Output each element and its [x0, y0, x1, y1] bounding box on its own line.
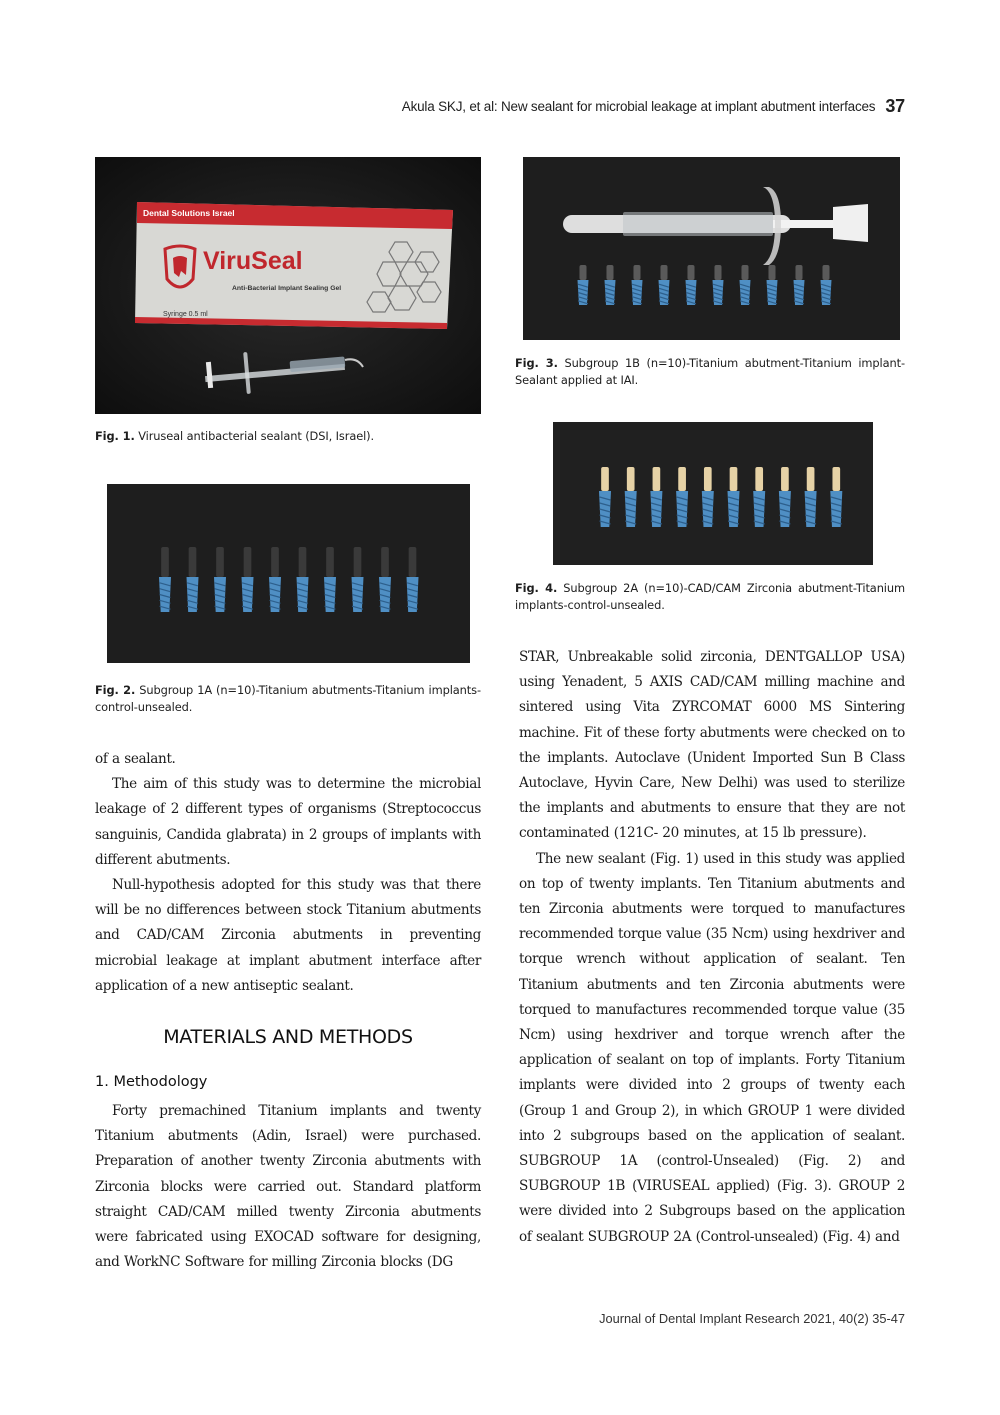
box-tagline-text: Anti-Bacterial Implant Sealing Gel [232, 285, 342, 292]
figure-label: Fig. 2. [95, 683, 136, 697]
paragraph-sealant: The new sealant (Fig. 1) used in this study was applied on top of twenty implants. Ten Titanium abutments and ten Zirconia abutments were torqued to manufactures recommended torque value (35 Ncm) using hexdriver and torque wrench without application of sealant. Ten Titanium abutments and ten Zirconia abutments were torqued to manufactures recommended torque value (35 Ncm) using hexdriver and torque wrench after the application of sealant on top of implants. Forty Titanium implants were divided into 2 groups of twenty each (Group 1 and Group 2), in which GROUP 1 were divided into 2 subgroups based on the application of sealant. SUBGROUP 1A (control-Unsealed) (Fig. 2) and SUBGROUP 1B (VIRUSEAL applied) (Fig. 3). GROUP 2 were divided into 2 Subgroups based on the application of sealant SUBGROUP 2A (Control-unsealed) (Fig. 4) and [519, 850, 905, 1245]
page-number: 37 [885, 96, 905, 116]
figure-2-caption [95, 682, 481, 716]
figure-caption-text: Subgroup 2A (n=10)-CAD/CAM Zirconia abutment-Titanium implants-control-unsealed. [515, 581, 905, 612]
paragraph-aim: The aim of this study was to determine the microbial leakage of 2 different types of organisms (Streptococcus sanguinis, Candida glabrata) in 2 groups of implants with different abutments. [95, 776, 481, 868]
figure-3-photo [523, 157, 900, 340]
figure-caption-text: Viruseal antibacterial sealant (DSI, Israel). [138, 429, 375, 443]
box-volume-text: Syringe 0.5 ml [163, 311, 208, 318]
running-title: Akula SKJ, et al: New sealant for microbial leakage at implant abutment interfaces [401, 99, 876, 114]
right-column-text [519, 645, 905, 1250]
figure-label: Fig. 1. [95, 429, 135, 443]
paragraph-methods: Forty premachined Titanium implants and twenty Titanium abutments (Adin, Israel) were purchased. Preparation of another twenty Zirconia abutments with Zirconia blocks were carried out. Standard platform straight CAD/CAM milled twenty Zirconia abutments were fabricated using EXOCAD software for designing, and WorkNC Software for milling Zirconia blocks (DG [95, 1103, 481, 1271]
figure-caption-text: Subgroup 1B (n=10)-Titanium abutment-Titanium implant-Sealant applied at IAI. [515, 356, 905, 387]
figure-1-photo [95, 157, 481, 414]
left-column-text [95, 747, 481, 999]
figure-2-photo [107, 484, 470, 663]
methods-paragraph-block [95, 1099, 481, 1275]
paragraph-continuation: of a sealant. [95, 751, 176, 767]
paragraph-null-hypothesis: Null-hypothesis adopted for this study was that there will be no differences between stock Titanium abutments and CAD/CAM Zirconia abutments in preventing microbial leakage at implant abutment interface after application of a new antiseptic sealant. [95, 877, 481, 994]
figure-4-photo [553, 422, 873, 565]
figure-label: Fig. 3. [515, 356, 558, 370]
box-brand-text: ViruSeal [203, 247, 303, 275]
figure-label: Fig. 4. [515, 581, 558, 595]
section-heading: MATERIALS AND METHODS [163, 1026, 413, 1048]
paragraph-continued: STAR, Unbreakable solid zirconia, DENTGALLOP USA) using Yenadent, 5 AXIS CAD/CAM milling machine and sintered using Vita ZYRCOMAT 6000 MS Sintering machine. Fit of these forty abutments were checked on to the implants. Autoclave (Unident Imported Sun B Class Autoclave, Hyvin Care, New Delhi) was used to sterilize the implants and abutments to ensure that they are not contaminated (121C- 20 minutes, at 15 lb pressure). [519, 649, 905, 842]
figure-1-caption [95, 428, 481, 445]
subsection-heading: 1. Methodology [95, 1074, 208, 1090]
running-head [400, 96, 905, 117]
box-company-text: Dental Solutions Israel [143, 208, 235, 218]
journal-footer: Journal of Dental Implant Research 2021, 40(2) 35-47 [599, 1311, 905, 1326]
figure-4-caption [515, 580, 905, 614]
figure-caption-text: Subgroup 1A (n=10)-Titanium abutments-Titanium implants-control-unsealed. [95, 683, 481, 714]
figure-3-caption [515, 355, 905, 389]
